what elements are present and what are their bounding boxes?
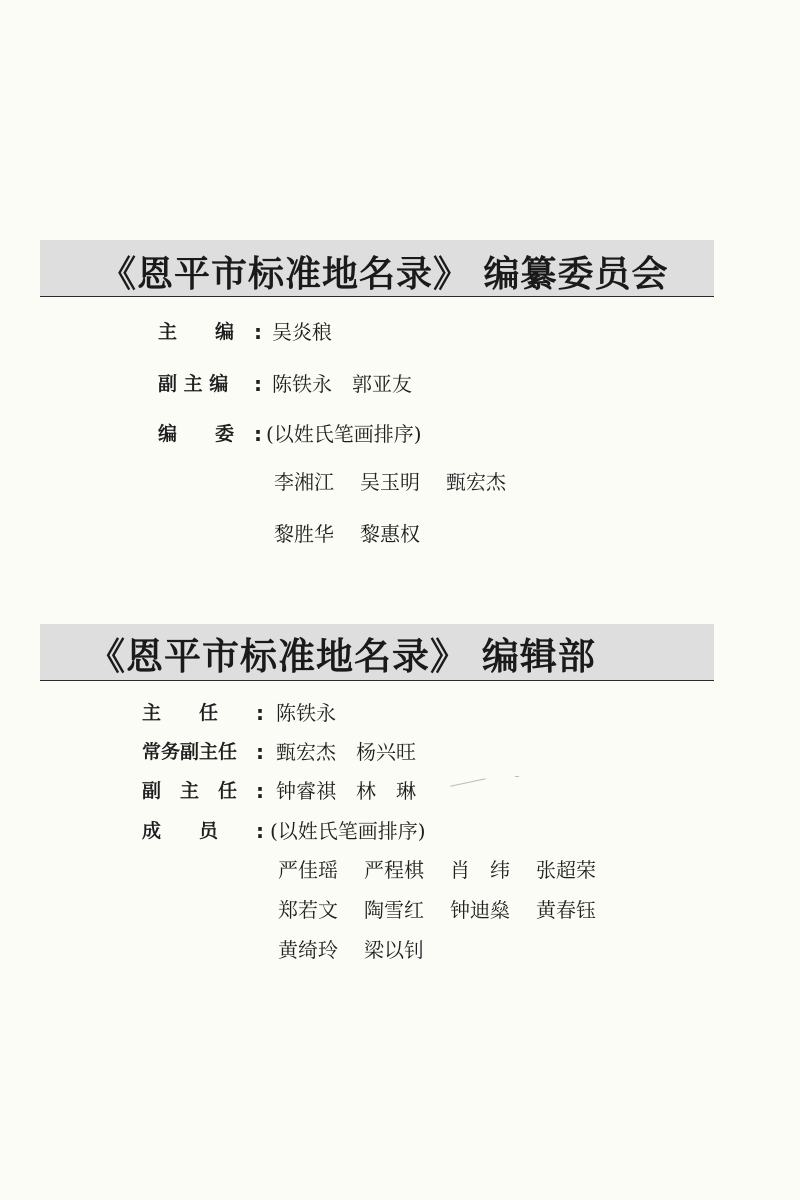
member-name: 陶雪红 [364,898,424,922]
deputy-chief-editor-colon: : [254,372,262,396]
committee-label: 编 委 [158,423,235,445]
director-colon: : [256,701,264,725]
deputy-chief-editor-label: 副 主 编 [158,373,229,395]
section-title-committee: 《恩平市标准地名录》 编纂委员会 [100,254,669,295]
member-name: 梁以钊 [364,938,424,962]
section-header-editorial-office [40,624,714,681]
chief-editor-label: 主 编 [158,321,235,343]
editorial-members-row-3 [278,936,450,964]
director-value: 陈铁永 [276,701,336,725]
committee-colon: : [254,422,262,446]
executive-deputy-director-value: 甄宏杰 杨兴旺 [276,740,416,764]
member-name: 黎胜华 [274,522,334,546]
member-name: 严程棋 [364,858,424,882]
deputy-director-value: 钟睿祺 林 琳 [276,779,416,803]
member-name: 张超荣 [536,858,596,882]
member-name: 钟迪燊 [450,898,510,922]
member-name: 肖 纬 [450,858,510,882]
scan-mark [450,778,485,786]
chief-editor-colon: : [254,320,262,344]
member-name: 黎惠权 [360,522,420,546]
committee-members-row-1 [274,468,532,496]
scan-mark [515,776,519,777]
chief-editor-value: 吴炎稂 [272,320,332,344]
members-note: (以姓氏笔画排序) [270,819,426,843]
deputy-chief-editor-value: 陈铁永 郭亚友 [272,372,412,396]
committee-members-row-2 [274,520,446,548]
director-label: 主 任 [142,702,219,724]
deputy-director-colon: : [256,779,264,803]
editorial-members-row-1 [278,856,622,884]
executive-deputy-director-label: 常务副主任 [142,741,238,763]
members-colon: : [256,819,264,843]
member-name: 吴玉明 [360,470,420,494]
executive-deputy-director-colon: : [256,740,264,764]
member-name: 严佳瑶 [278,858,338,882]
committee-note: (以姓氏笔画排序) [266,422,422,446]
member-name: 黄春钰 [536,898,596,922]
deputy-director-label: 副 主 任 [142,780,238,802]
editorial-members-row-2 [278,896,622,924]
section-title-editorial-office: 《恩平市标准地名录》 编辑部 [88,635,596,678]
member-name: 甄宏杰 [446,470,506,494]
member-name: 李湘江 [274,470,334,494]
members-label: 成 员 [142,820,219,842]
member-name: 郑若文 [278,898,338,922]
section-header-committee [40,240,714,297]
member-name: 黄绮玲 [278,938,338,962]
